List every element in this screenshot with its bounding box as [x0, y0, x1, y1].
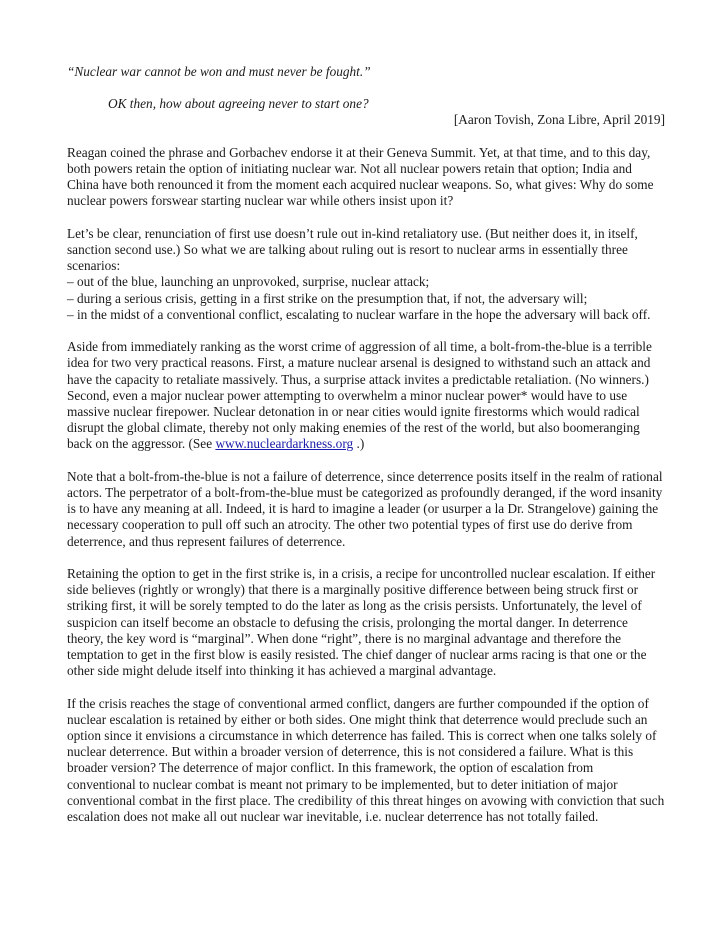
paragraph-conventional-conflict: If the crisis reaches the stage of conventional armed conflict, dangers are further compounded if the option of nuclear escalation is retained by either or both sides. One might think that deterrence would preclude such an option since it envisions a circumstance in which deterrence has failed. This is correct when one talks solely of nuclear deterrence. But within a broader version of deterrence, this is not considered a failure. What is this broader version? The deterrence of major conflict. In this framework, the option of escalation from conventional to nuclear combat is meant not primary to be implemented, but to deter initiation of major conventional combat in the first place. The credibility of this threat hinges on avowing with conviction that such escalation does not make all out nuclear war inevitable, i.e. nuclear deterrence has not totally failed.	[67, 695, 665, 825]
document-page	[67, 64, 665, 841]
paragraph-reagan-gorbachev: Reagan coined the phrase and Gorbachev endorse it at their Geneva Summit. Yet, at that time, and to this day, both powers retain the option of initiating nuclear war. Not all nuclear powers retain that option; India and China have both renounced it from the moment each acquired nuclear weapons. So, what gives: Why do some nuclear powers forswear starting nuclear war while others insist upon it?	[67, 144, 654, 209]
paragraph-rational-actors: Note that a bolt-from-the-blue is not a failure of deterrence, since deterrence posits itself in the realm of rational actors. The perpetrator of a bolt-from-the-blue must be categorized as profoundly deranged, if the word insanity is to have any meaning at all. Indeed, it is hard to imagine a leader (or usurper a la Dr. Strangelove) gaining the necessary cooperation to pull off such an atrocity. The other two potential types of first use do derive from deterrence, and thus represent failures of deterrence.	[67, 468, 663, 549]
paragraph-first-strike: Retaining the option to get in the first strike is, in a crisis, a recipe for uncontrolled nuclear escalation. If either side believes (rightly or wrongly) that there is a marginally positive difference between being struck first or striking first, it will be sorely tempted to do the later as long as the crisis persists. Unfortunately, the level of suspicion can itself become an obstacle to defusing the crisis, prolonging the mortal danger. In deterrence theory, the key word is “marginal”. When done “right”, there is no marginal advantage and therefore the temptation to get in the first blow is easily resisted. The chief danger of nuclear arms racing is that one or the other side might delude itself into thinking it has achieved a marginal advantage.	[67, 566, 656, 679]
scenario-item-3: – in the midst of a conventional conflict, escalating to nuclear warfare in the hope the adversary will back off.	[67, 306, 651, 322]
scenarios-intro: Let’s be clear, renunciation of first use doesn’t rule out in-kind retaliatory use. (But neither does it, in itself, sanction second use.) So what we are talking about ruling out is resort to nuclear arms in essentially three scenarios:	[67, 225, 638, 274]
bolt-paragraph-text: Aside from immediately ranking as the worst crime of aggression of all time, a bolt-from-the-blue is a terrible idea for two very practical reasons. First, a mature nuclear arsenal is designed to withstand such an attack and have the capacity to retaliate massively. Thus, a surprise attack invites a predictable retaliation. (No winners.) Second, even a major nuclear power attempting to overwhelm a minor nuclear power* would have to use massive nuclear firepower. Nuclear detonation in or near cities would ignite firestorms which would radical disrupt the global climate, thereby not only making enemies of the rest of the world, but also boomeranging back on the aggressor. (See	[67, 339, 652, 452]
scenario-item-2: – during a serious crisis, getting in a first strike on the presumption that, if not, the adversary will;	[67, 290, 588, 306]
spacer	[67, 129, 665, 145]
epigraph-retort: OK then, how about agreeing never to start one?	[108, 96, 369, 112]
paragraph-scenarios	[67, 226, 665, 323]
epigraph-attribution: [Aaron Tovish, Zona Libre, April 2019]	[453, 112, 665, 128]
epigraph-quote: “Nuclear war cannot be won and must never be fought.”	[67, 64, 371, 79]
bolt-paragraph-tail: .)	[353, 436, 365, 452]
nucleardarkness-link[interactable]: www.nucleardarkness.org	[215, 436, 354, 452]
paragraph-bolt-from-the-blue	[67, 339, 665, 452]
spacer	[67, 80, 665, 96]
scenario-item-1: – out of the blue, launching an unprovoked, surprise, nuclear attack;	[67, 274, 430, 290]
